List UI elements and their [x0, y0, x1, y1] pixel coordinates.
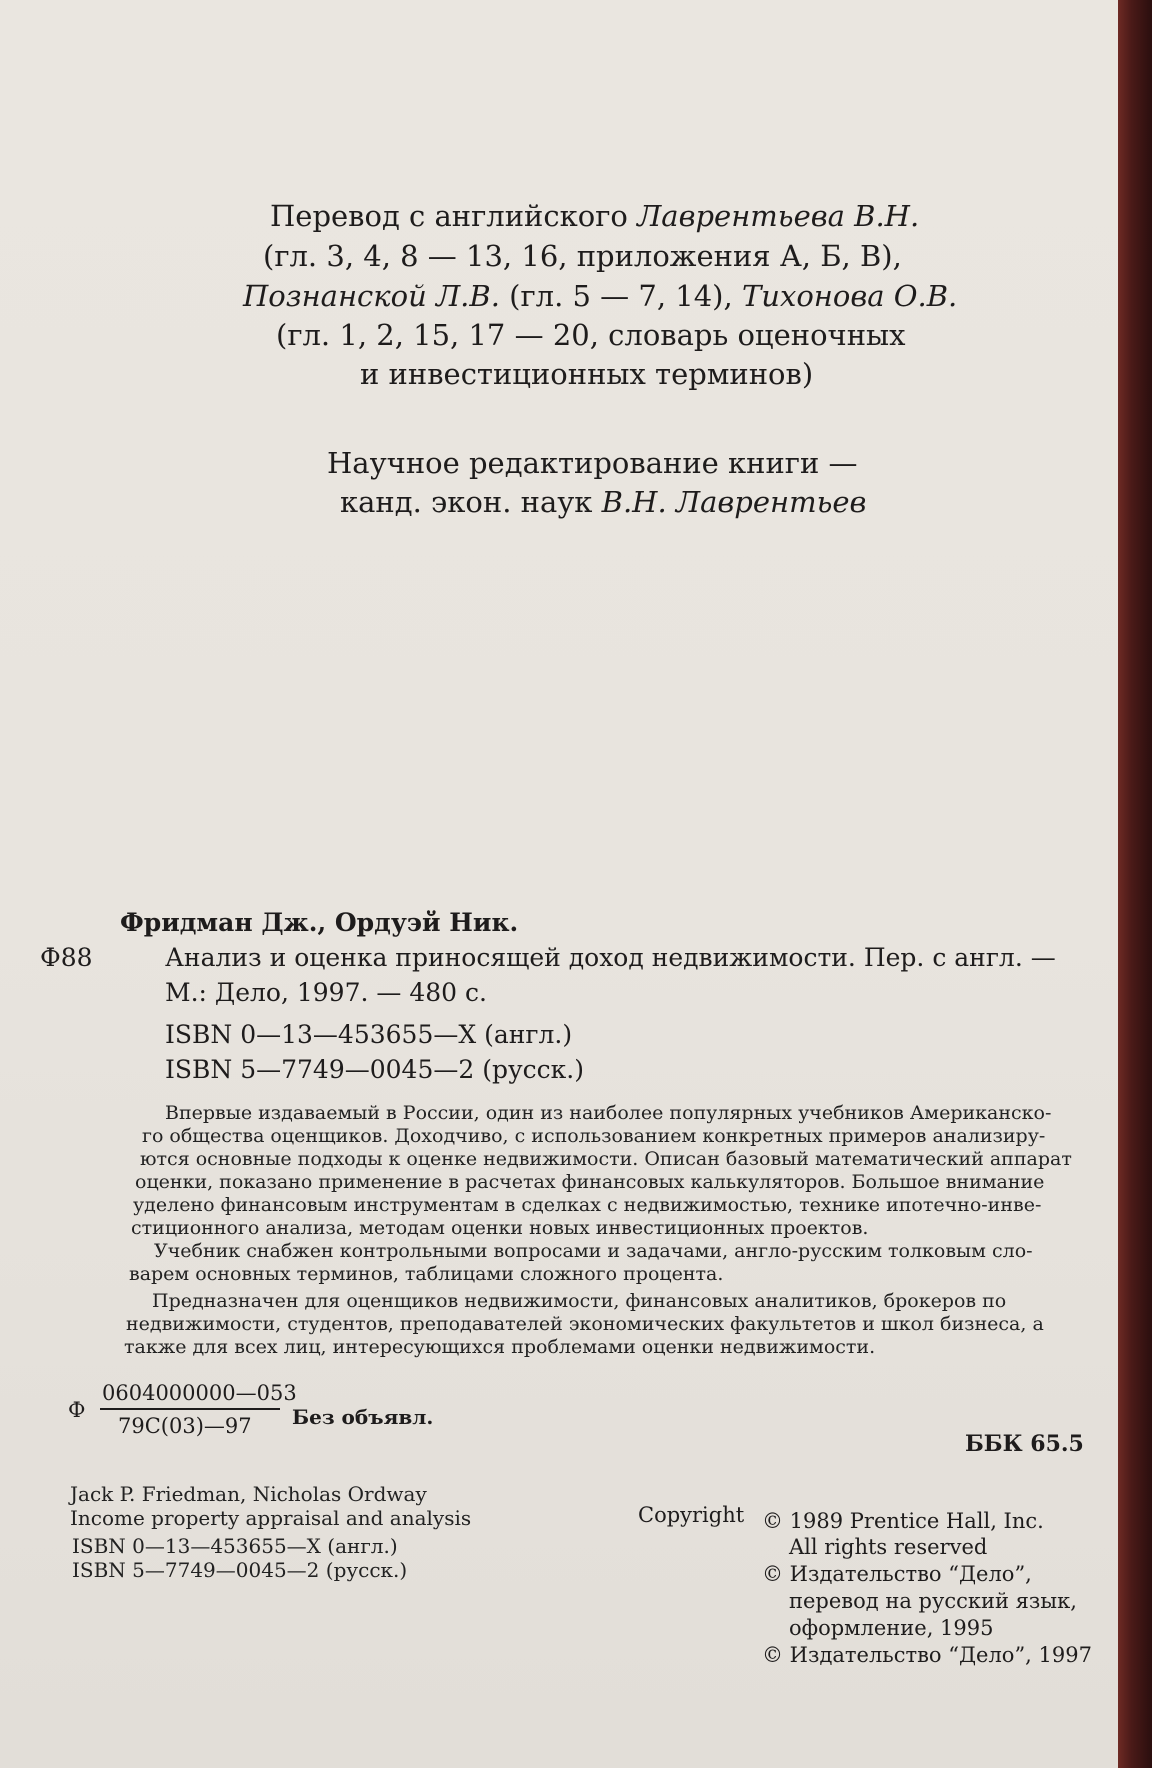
original-isbn-1: ISBN 0—13—453655—X (англ.)	[72, 1534, 398, 1558]
annotation-line: Предназначен для оценщиков недвижимости, финансовых аналитиков, брокеров по	[152, 1290, 1007, 1312]
annotation-line: оценки, показано применение в расчетах финансовых калькуляторов. Большое внимание	[135, 1171, 1045, 1193]
annotation-line: уделено финансовым инструментам в сделках с недвижимостью, технике ипотечно-инве-	[133, 1194, 1042, 1216]
copyright-line: © Издательство “Дело”, 1997	[762, 1643, 1092, 1667]
index-letter: Ф	[68, 1398, 86, 1422]
catalog-title-line-1: Анализ и оценка приносящей доход недвижимости. Пер. с англ. —	[165, 943, 1056, 972]
translation-line-5: и инвестиционных терминов)	[360, 357, 814, 391]
translation-line-2: (гл. 3, 4, 8 — 13, 16, приложения А, Б, В),	[263, 239, 902, 273]
translation-line-4: (гл. 1, 2, 15, 17 — 20, словарь оценочных	[276, 318, 906, 352]
original-authors: Jack P. Friedman, Nicholas Ordway	[70, 1482, 427, 1506]
catalog-authors: Фридман Дж., Ордуэй Ник.	[120, 908, 519, 937]
index-numerator: 0604000000—053	[102, 1381, 297, 1405]
copyright-line: перевод на русский язык,	[789, 1589, 1077, 1613]
show-through-decoration	[240, 15, 386, 177]
annotation-line: го общества оценщиков. Доходчиво, с использованием конкретных примеров анализиру-	[142, 1125, 1046, 1147]
annotation-line: также для всех лиц, интересующихся проблемами оценки недвижимости.	[124, 1336, 876, 1358]
copyright-line: © Издательство “Дело”,	[762, 1562, 1032, 1586]
annotation-line: недвижимости, студентов, преподавателей экономических факультетов и школ бизнеса, а	[126, 1313, 1044, 1335]
catalog-isbn-2: ISBN 5—7749—0045—2 (русск.)	[165, 1055, 584, 1084]
original-title: Income property appraisal and analysis	[70, 1506, 472, 1530]
copyright-label: Copyright	[638, 1503, 745, 1527]
catalog-isbn-1: ISBN 0—13—453655—X (англ.)	[165, 1020, 573, 1049]
editor-name: В.Н. Лаврентьев	[601, 485, 867, 519]
catalog-code: Ф88	[40, 943, 93, 972]
index-note: Без объявл.	[292, 1405, 434, 1429]
fraction-line	[100, 1408, 280, 1410]
annotation-line: ются основные подходы к оценке недвижимости. Описан базовый математический аппарат	[140, 1148, 1072, 1170]
annotation-line: Учебник снабжен контрольными вопросами и задачами, англо-русским толковым сло-	[154, 1240, 1033, 1262]
translation-line-1	[270, 197, 919, 235]
editing-line-1: Научное редактирование книги —	[327, 446, 858, 480]
translator-name-3: Тихонова О.В.	[741, 279, 958, 313]
annotation-line: стиционного анализа, методам оценки новых инвестиционных проектов.	[131, 1217, 869, 1239]
translation-chapters-2: (гл. 5 — 7, 14),	[499, 279, 742, 313]
catalog-title-line-2: М.: Дело, 1997. — 480 с.	[165, 978, 487, 1007]
copyright-line: оформление, 1995	[789, 1616, 994, 1640]
index-denominator: 79С(03)—97	[118, 1414, 252, 1438]
original-isbn-2: ISBN 5—7749—0045—2 (русск.)	[72, 1558, 408, 1582]
translator-name-2: Познанской Л.В.	[243, 279, 500, 313]
translation-line-3	[243, 277, 957, 315]
editing-line-2	[340, 483, 866, 521]
translator-name-1: Лаврентьева В.Н.	[637, 199, 920, 233]
copyright-line: © 1989 Prentice Hall, Inc.	[762, 1509, 1044, 1533]
bbk-code: ББК 65.5	[965, 1431, 1084, 1457]
annotation-line: Впервые издаваемый в России, один из наиболее популярных учебников Американско-	[165, 1102, 1052, 1124]
book-cover-edge	[1118, 0, 1152, 1768]
copyright-line: All rights reserved	[789, 1535, 988, 1559]
annotation-line: варем основных терминов, таблицами сложного процента.	[129, 1263, 724, 1285]
editing-prefix: канд. экон. наук	[340, 485, 602, 519]
translation-prefix: Перевод с английского	[270, 199, 638, 233]
